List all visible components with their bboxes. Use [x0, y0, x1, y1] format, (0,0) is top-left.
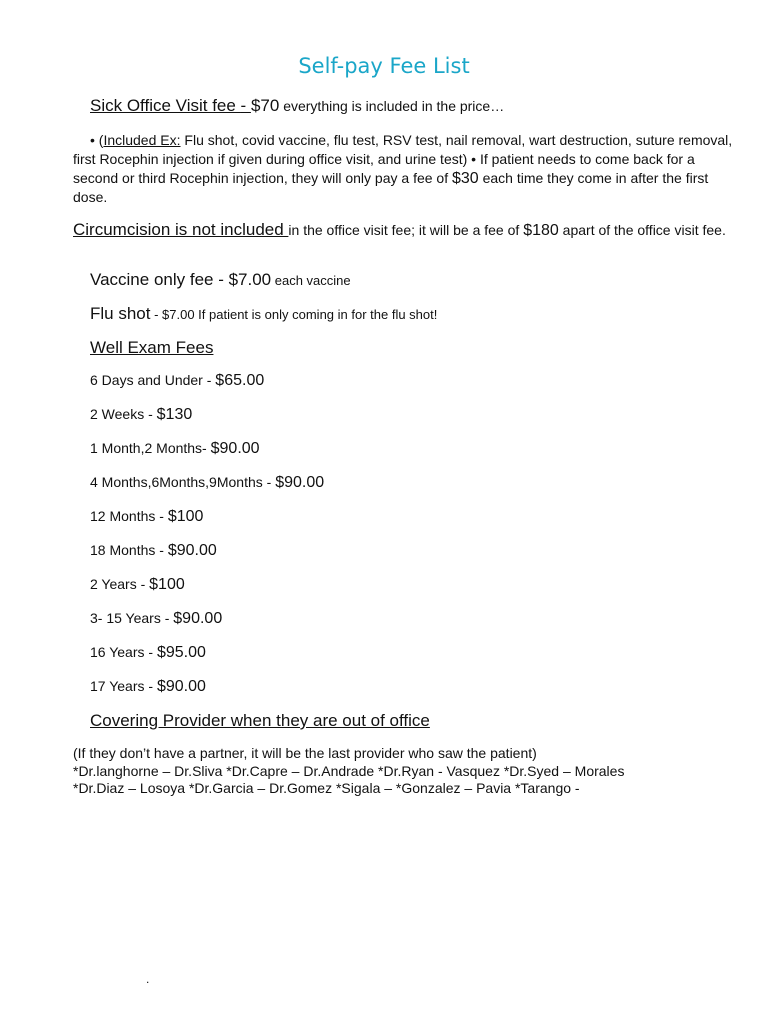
fee-label: 3- 15 Years -	[90, 610, 174, 626]
covering-note: (If they don’t have a partner, it will be the last provider who saw the patient)	[73, 745, 537, 761]
fee-price: $65.00	[215, 372, 265, 389]
circumcision-label: Circumcision is not included	[73, 220, 289, 239]
vaccine-dash: -	[213, 270, 229, 289]
fee-row	[90, 678, 206, 696]
fee-price: $90.00	[210, 440, 260, 457]
fee-price: $90.00	[275, 474, 325, 491]
fee-price: $90.00	[167, 542, 217, 559]
circumcision-price: $180	[523, 222, 559, 239]
fee-price: $100	[167, 508, 204, 525]
fee-price: $95.00	[156, 644, 206, 661]
sick-visit-dash: -	[240, 96, 251, 115]
page-title: Self-pay Fee List	[298, 54, 470, 78]
circumcision-paragraph	[73, 220, 733, 240]
fee-label: 2 Weeks -	[90, 406, 157, 422]
covering-heading: Covering Provider when they are out of office	[90, 711, 430, 730]
included-text: Flu shot, covid vaccine, flu test, RSV test, nail removal, wart destruction, suture removal, first Rocephin injection if given during office visit, and urine test) • If patient needs to come back for a second or third Rocephin injection, they will only pay a fee of	[73, 132, 733, 186]
sick-visit-label: Sick Office Visit fee	[90, 96, 241, 115]
fee-label: 4 Months,6Months,9Months -	[90, 474, 276, 490]
circumcision-text: in the office visit fee; it will be a fee of	[288, 222, 524, 238]
fee-label: 17 Years -	[90, 678, 157, 694]
fee-row	[90, 610, 222, 628]
rocephin-price: $30	[452, 170, 479, 187]
flu-label: Flu shot	[90, 304, 151, 323]
fee-row	[90, 508, 203, 526]
vaccine-label: Vaccine only fee	[90, 270, 214, 289]
included-tail: each time they come in after the first dose.	[73, 170, 709, 205]
footer-dot: .	[146, 972, 150, 986]
well-exam-heading: Well Exam Fees	[90, 338, 214, 357]
fee-label: 16 Years -	[90, 644, 157, 660]
circumcision-tail: apart of the office visit fee.	[558, 222, 726, 238]
vaccine-price: $7.00	[228, 270, 272, 289]
fee-row	[90, 406, 192, 424]
vaccine-line	[90, 270, 351, 290]
fee-row	[90, 440, 260, 458]
fee-row	[90, 474, 324, 492]
fee-label: 6 Days and Under -	[90, 372, 216, 388]
covering-provider-list: *Dr.langhorne – Dr.Sliva *Dr.Capre – Dr.Andrade *Dr.Ryan - Vasquez *Dr.Syed – Morales *Dr.Diaz – Losoya *Dr.Garcia – Dr.Gomez *Sigala – *Gonzalez – Pavia *Tarango -	[73, 763, 625, 796]
included-bullet: • (	[90, 132, 104, 148]
included-paragraph	[73, 131, 733, 207]
sick-visit-desc: everything is included in the price…	[279, 98, 505, 114]
fee-label: 12 Months -	[90, 508, 168, 524]
fee-price: $90.00	[156, 678, 206, 695]
included-label: Included Ex:	[103, 132, 181, 148]
fee-row	[90, 542, 217, 560]
fee-row	[90, 644, 206, 662]
fee-price: $90.00	[173, 610, 223, 627]
fee-label: 18 Months -	[90, 542, 168, 558]
fee-price: $130	[156, 406, 193, 423]
fee-row	[90, 576, 185, 594]
sick-visit-price: $70	[250, 96, 280, 115]
fee-label: 1 Month,2 Months-	[90, 440, 211, 456]
flu-line	[90, 304, 437, 324]
vaccine-tail: each vaccine	[271, 273, 351, 288]
flu-text: - $7.00 If patient is only coming in for the flu shot!	[150, 307, 438, 322]
fee-label: 2 Years -	[90, 576, 150, 592]
fee-row	[90, 372, 264, 390]
sick-visit-line	[90, 96, 504, 116]
fee-price: $100	[149, 576, 185, 593]
